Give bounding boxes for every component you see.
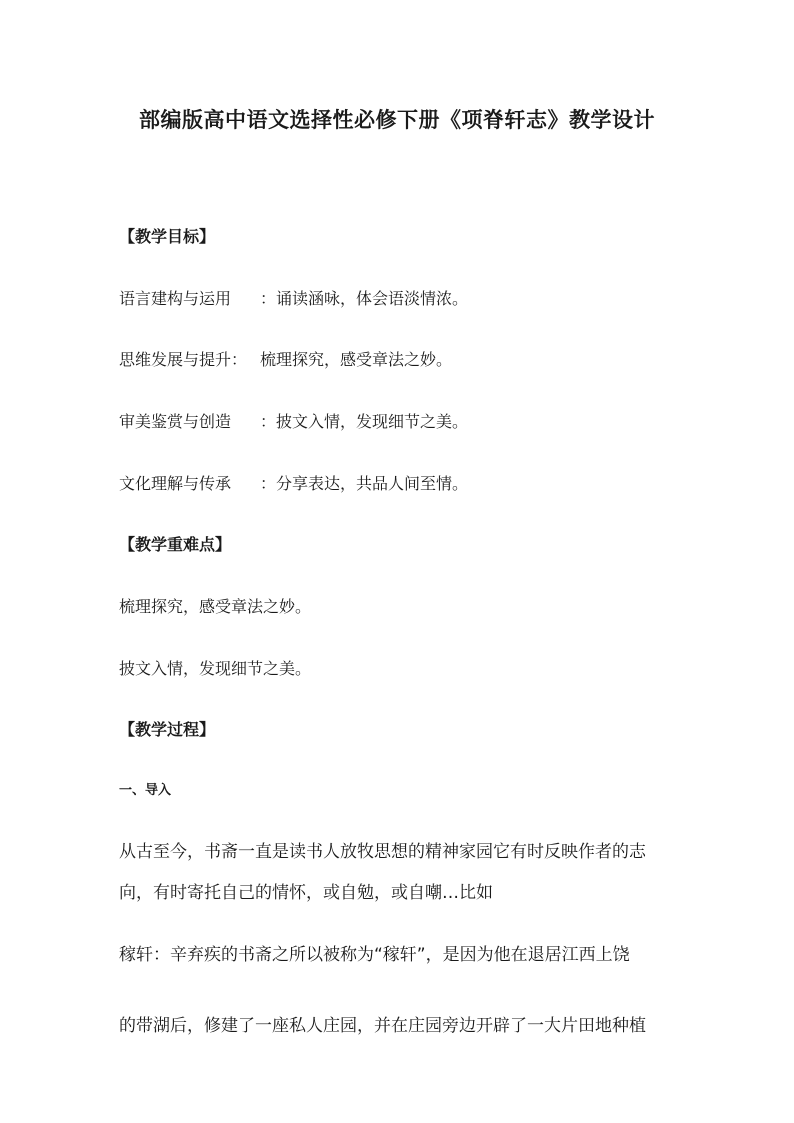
key-point-item: 梳理探究，感受章法之妙。 [119, 597, 312, 616]
paragraph-line: 向，有时寄托自己的情怀，或自勉，或自嘲…比如 [119, 883, 493, 903]
paragraph-line: 从古至今，书斋一直是读书人放牧思想的精神家园它有时反映作者的志 [119, 842, 646, 862]
objective-text: 梳理探究，感受章法之妙。 [260, 350, 453, 369]
objective-label: 思维发展与提升： [119, 350, 248, 369]
objective-item-culture [119, 472, 468, 496]
objective-item-language [119, 287, 468, 311]
key-points-heading: 【教学重难点】 [119, 535, 232, 554]
objective-text: ：分享表达，共品人间至情。 [260, 474, 469, 493]
section-heading-intro: 一、导入 [119, 783, 172, 798]
objective-text: ：披文入情，发现细节之美。 [260, 412, 469, 431]
objective-text: ：诵读涵咏，体会语淡情浓。 [260, 289, 469, 308]
document-title: 部编版高中语文选择性必修下册《项脊轩志》教学设计 [139, 108, 655, 132]
objective-item-aesthetics [119, 410, 468, 434]
process-heading: 【教学过程】 [119, 720, 216, 739]
objective-label: 文化理解与传承 [119, 474, 232, 493]
paragraph-line: 的带湖后，修建了一座私人庄园，并在庄园旁边开辟了一大片田地种植 [119, 1016, 646, 1036]
paragraph-line: 稼轩：辛弃疾的书斋之所以被称为“稼轩”，是因为他在退居江西上饶 [119, 945, 630, 965]
key-point-item: 披文入情，发现细节之美。 [119, 659, 312, 678]
objectives-heading: 【教学目标】 [119, 227, 216, 246]
objective-label: 语言建构与运用 [119, 289, 232, 308]
objective-label: 审美鉴赏与创造 [119, 412, 232, 431]
objective-item-thinking [119, 348, 452, 372]
